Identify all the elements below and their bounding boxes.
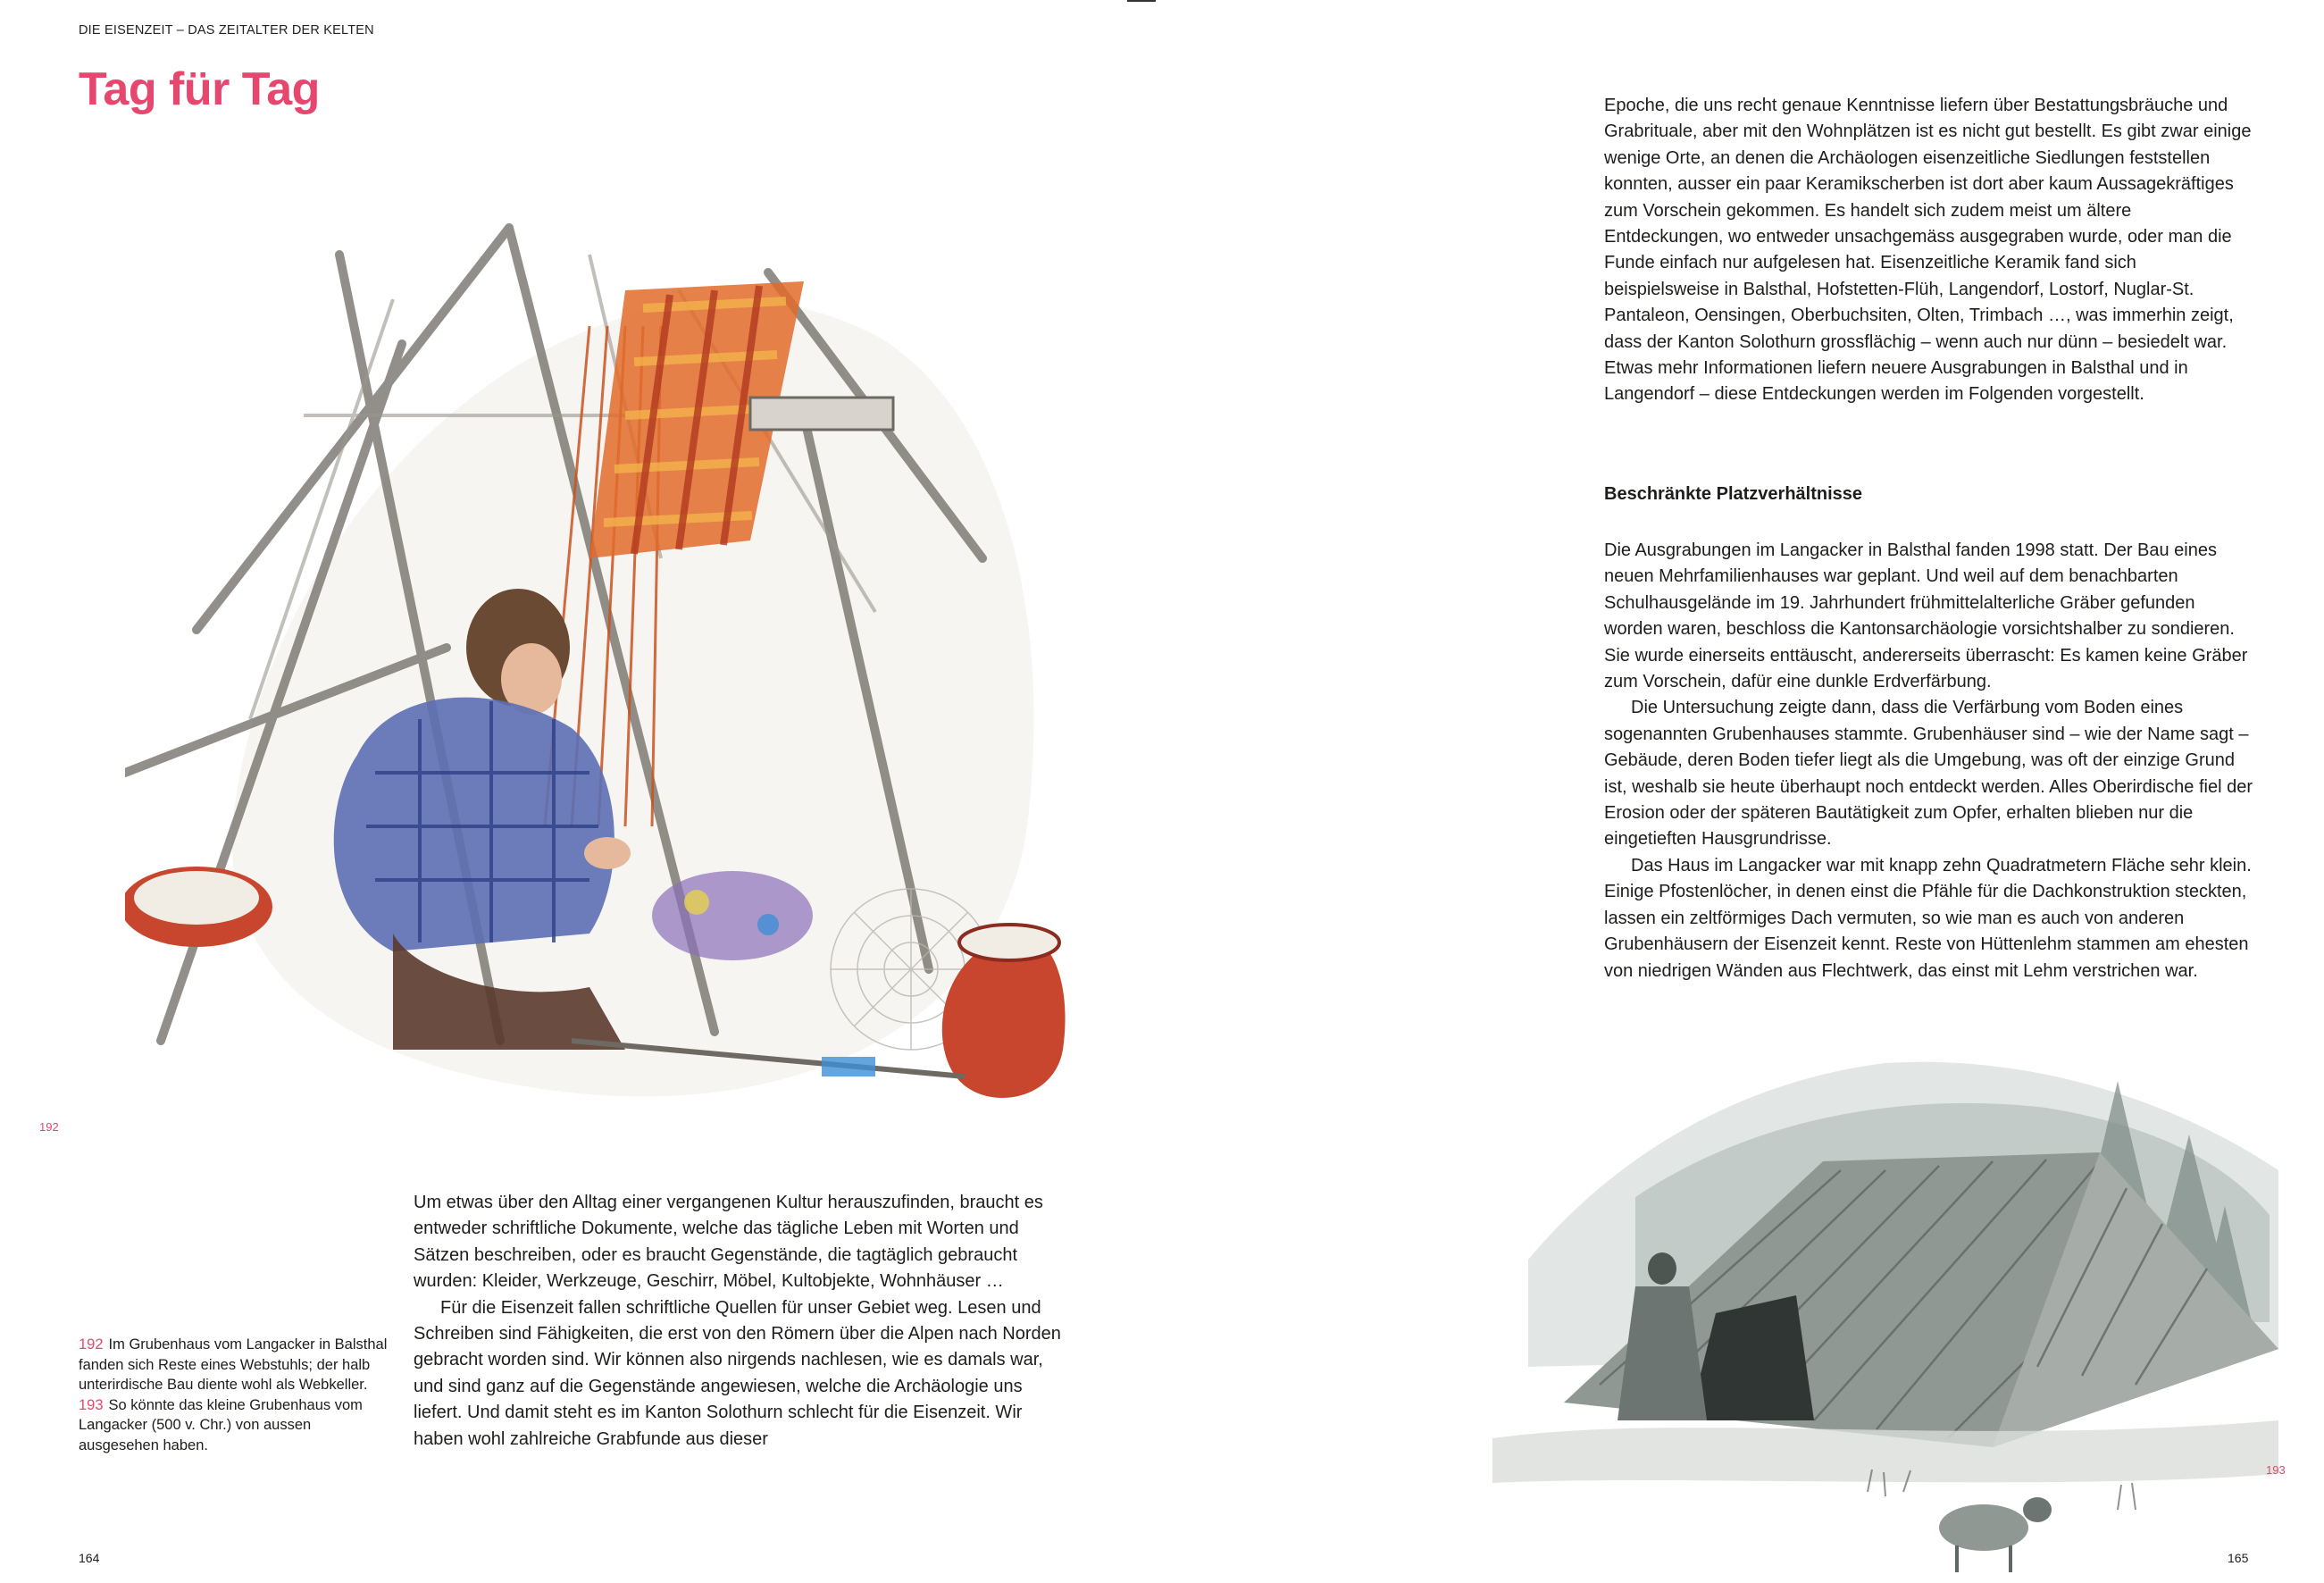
running-head: DIE EISENZEIT – DAS ZEITALTER DER KELTEN [79,23,374,38]
figure-captions [79,1335,389,1455]
right-body-text-top [1604,93,2253,408]
paragraph: Die Untersuchung zeigte dann, dass die Verfärbung vom Boden eines sogenannten Grubenhauses stammte. Grubenhäuser sind – wie der Name sagt – Gebäude, deren Boden tiefer liegt als die Umgebung, was oft der einzige Grund ist, weshalb sie heute überhaupt noch entdeckt werden. Alles Oberirdische fiel der Erosion oder der späteren Bautätigkeit zum Opfer, erhalten blieben nur die eingetieften Hausgrundrisse. [1604,698,2253,850]
paragraph: Die Ausgrabungen im Langacker in Balsthal fanden 1998 statt. Der Bau eines neuen Mehrfamilienhauses war geplant. Und weil auf dem benachbarten Schulhausgelände im 19. Jahrhundert frühmittelalterliche Gräber gefunden worden waren, beschloss die Kantonsarchäologie vorsichtshalber zu sondieren. Sie wurde einerseits enttäuscht, andererseits überrascht: Es kamen keine Gräber zum Vorschein, dafür eine dunkle Erdverfärbung. [1604,540,2248,692]
weaver-loom-illustration [125,147,1072,1130]
left-body-text [414,1190,1067,1453]
right-page [1162,0,2324,1583]
paragraph: Um etwas über den Alltag einer vergangenen Kultur herauszufinden, braucht es entweder schriftliche Dokumente, welche das tägliche Leben mit Worten und Sätzen beschreiben, oder es braucht Gegenstände, die tagtäglich gebraucht wurden: Kleider, Werkzeuge, Geschirr, Möbel, Kultobjekte, Wohnhäuser … [414,1193,1043,1292]
caption-192: 192 Im Grubenhaus vom Langacker in Balsthal fanden sich Reste eines Webstuhls; der halb unterirdische Bau diente wohl als Webkeller. [79,1336,388,1393]
paragraph: Für die Eisenzeit fallen schriftliche Quellen für unser Gebiet weg. Lesen und Schreiben sind Fähigkeiten, die erst von den Römern über die Alpen nach Norden gebracht worden sind. Wir können also nirgends nachlesen, wie es damals war, und sind ganz auf die Gegenstände angewiesen, welche die Archäologie uns liefert. Und damit steht es im Kanton Solothurn schlecht für die Eisenzeit. Wir haben wohl zahlreiche Grabfunde aus dieser [414,1297,1061,1449]
page-number-right: 165 [2228,1551,2249,1565]
right-body-text-section [1604,538,2253,984]
paragraph: Das Haus im Langacker war mit knapp zehn Quadratmetern Fläche sehr klein. Einige Pfostenlöcher, in denen einst die Pfähle für die Dachkonstruktion steckten, lassen ein zeltförmiges Dach vermuten, so wie man es auch von anderen Grubenhäusern der Eisenzeit kennt. Reste von Hüttenlehm stammen am ehesten von niedrigen Wänden aus Flechtwerk, das einst mit Lehm verstrichen war. [1604,855,2252,981]
page-title: Tag für Tag [79,63,320,115]
paragraph: Epoche, die uns recht genaue Kenntnisse liefern über Bestattungsbräuche und Grabrituale, aber mit den Wohnplätzen ist es nicht gut bestellt. Es gibt zwar einige wenige Orte, an denen die Archäologen eisenzeitliche Siedlungen feststellen konnten, ausser ein paar Keramikscherben ist dort aber kaum Aussagekräftiges zum Vorschein gekommen. Es handelt sich zudem meist um ältere Entdeckungen, wo entweder unsachgemäss ausgegraben wurde, oder man die Funde einfach nur aufgelesen hat. Eisenzeitliche Keramik fand sich beispielsweise in Balsthal, Hofstetten-Flüh, Langendorf, Lostorf, Nuglar-St. Pantaleon, Oensingen, Oberbuchsiten, Olten, Trimbach …, was immerhin zeigt, dass der Kanton Solothurn grossflächig – wenn auch nur dünn – besiedelt war. Etwas mehr Informationen liefern neuere Ausgrabungen in Balsthal und in Langendorf – diese Entdeckungen werden im Folgenden vorgestellt. [1604,96,2252,405]
section-heading: Beschränkte Platzverhältnisse [1604,484,1863,504]
figure-marker-193: 193 [2266,1463,2286,1477]
caption-193: 193 So könnte das kleine Grubenhaus vom Langacker (500 v. Chr.) von aussen ausgesehen haben. [79,1396,363,1453]
crop-mark [1127,0,1156,2]
page-number-left: 164 [79,1551,100,1565]
pit-house-illustration [1421,1027,2296,1581]
figure-marker-192: 192 [39,1120,59,1134]
